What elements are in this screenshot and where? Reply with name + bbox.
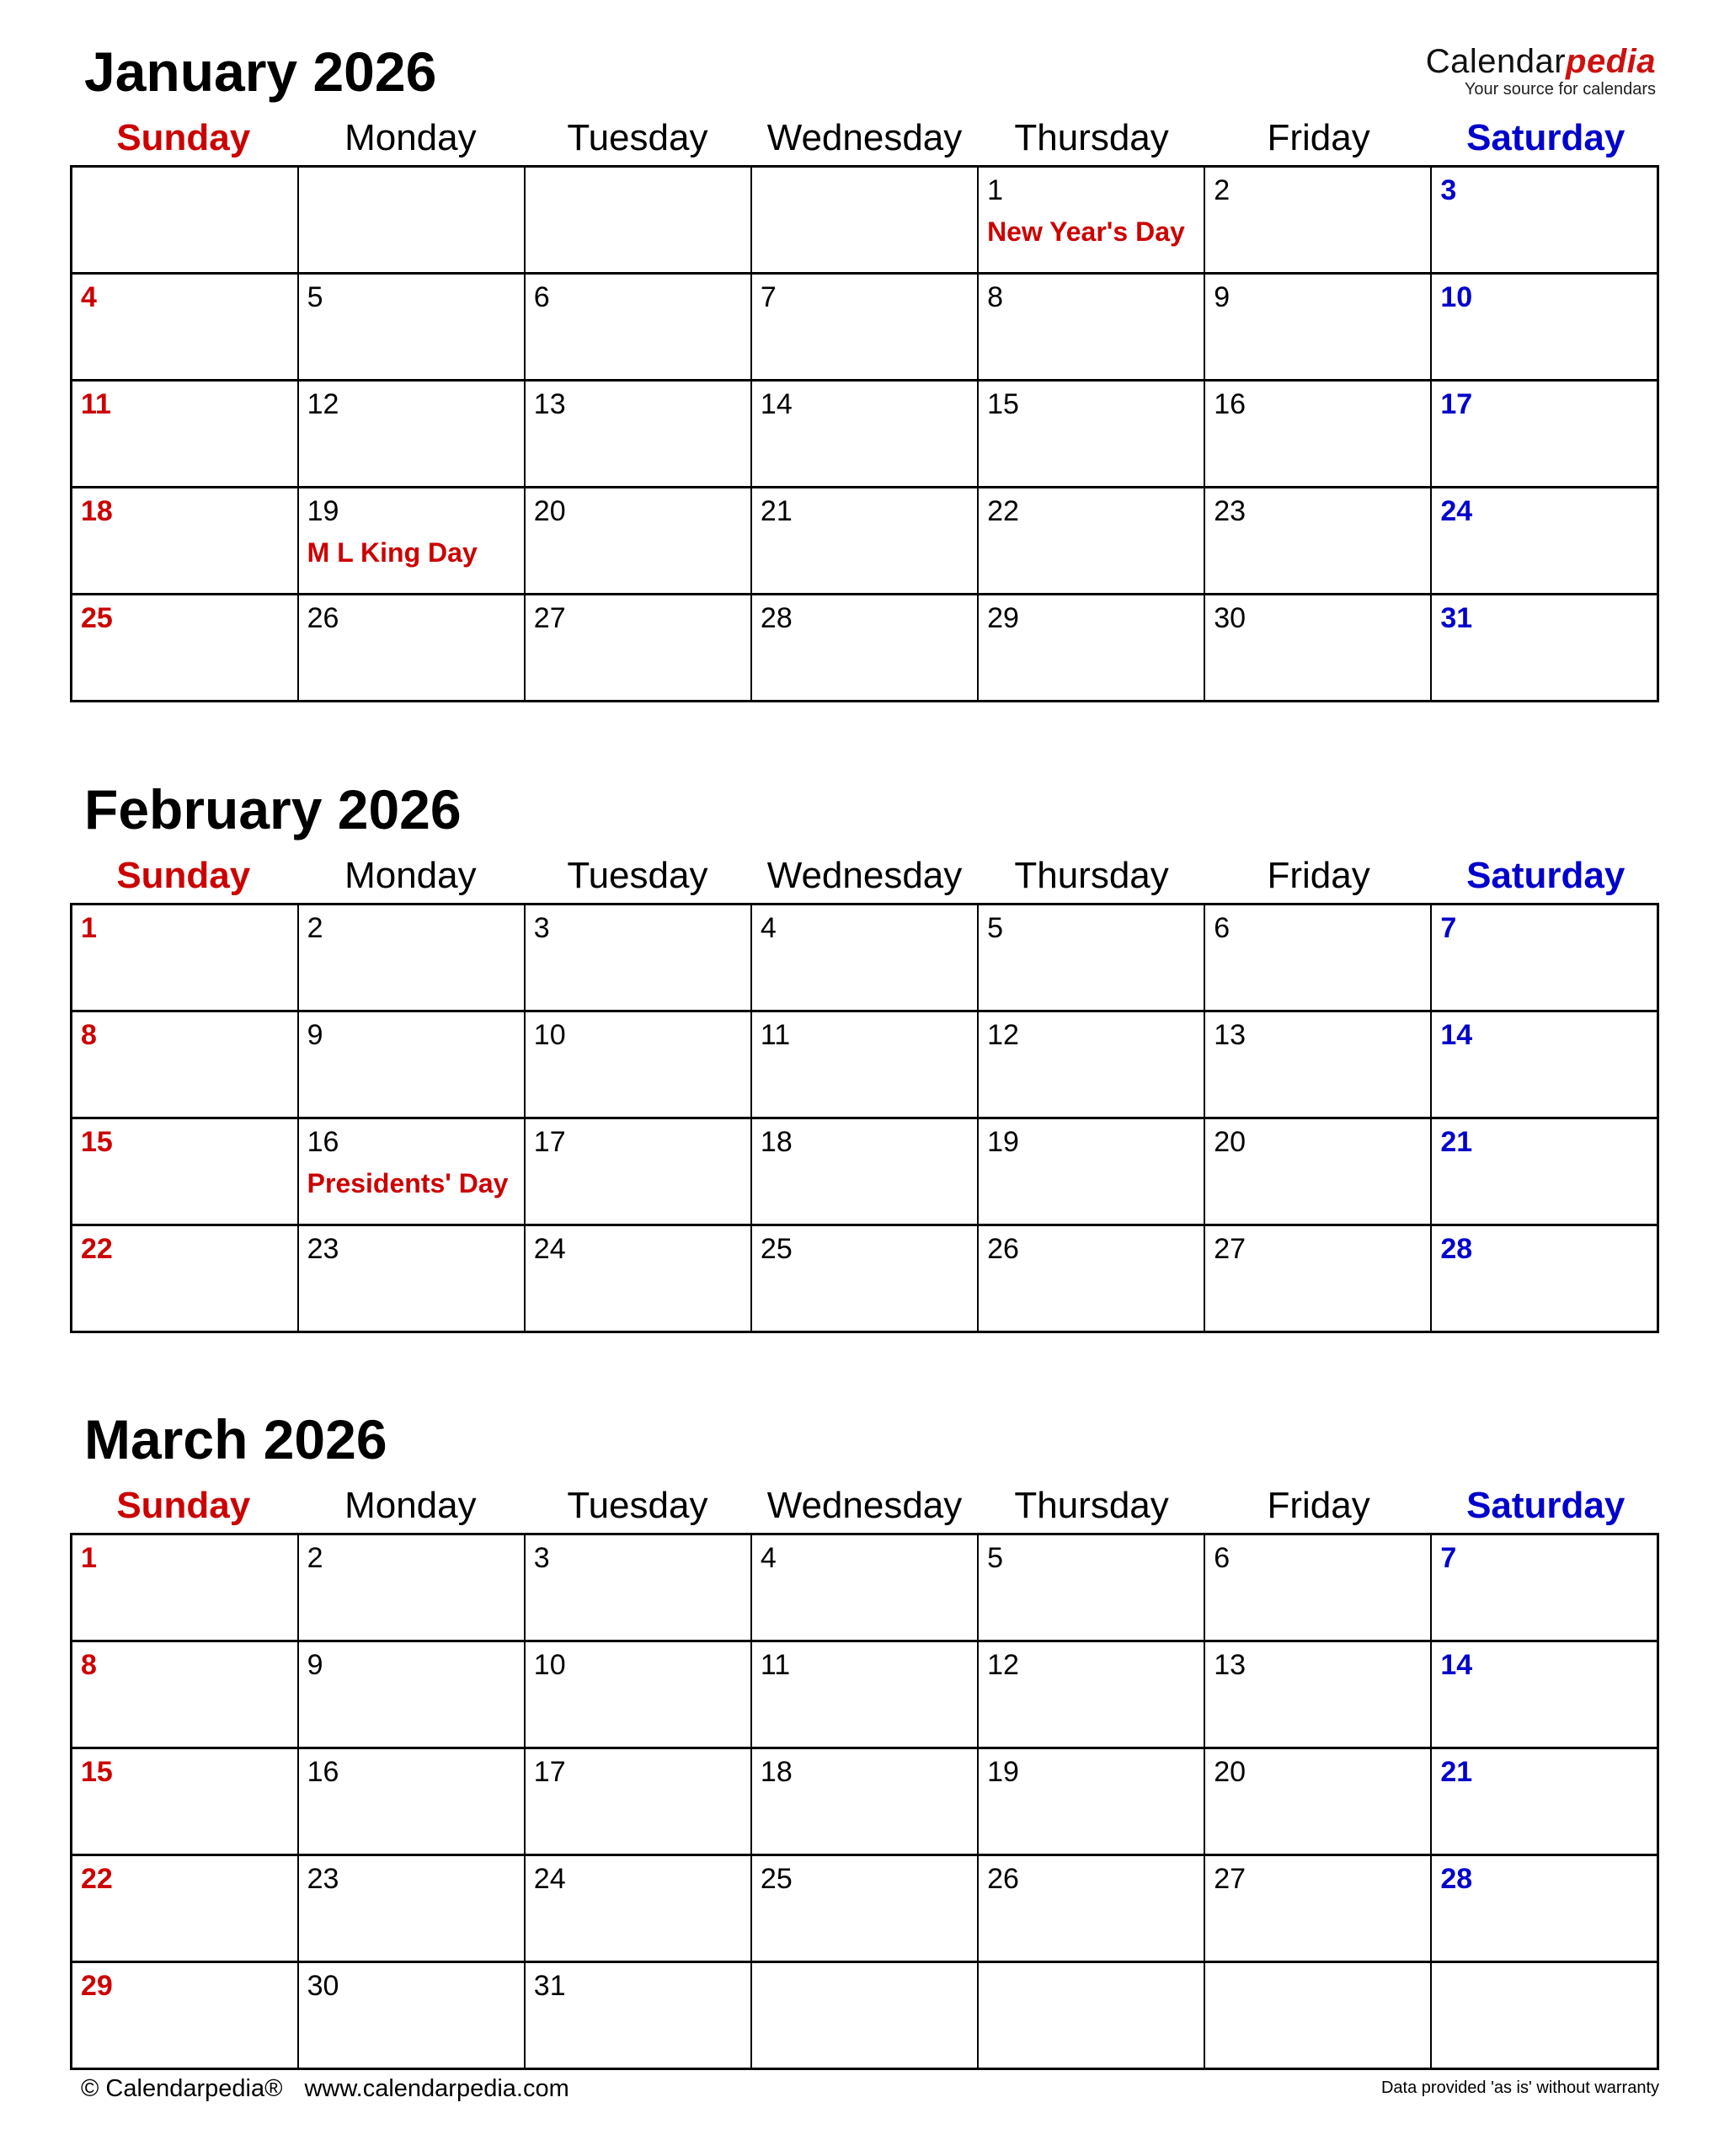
day-cell-empty: [298, 167, 525, 274]
day-number: 26: [987, 1233, 1019, 1265]
weekday-header-friday: Friday: [1267, 855, 1370, 896]
day-cell-2: [298, 905, 525, 1011]
weekday-header-row: [70, 103, 1659, 165]
day-number: 28: [1440, 1863, 1473, 1895]
day-number: 18: [81, 495, 113, 527]
day-number: 17: [533, 1126, 566, 1158]
day-cell-13: [1204, 1011, 1431, 1118]
day-number: 17: [533, 1756, 566, 1788]
day-number: 30: [307, 1970, 339, 2002]
day-cell-16: [298, 1748, 525, 1855]
calendar-grid: [70, 903, 1659, 1333]
day-cell-14: [1431, 1011, 1658, 1118]
week-row: [72, 1011, 1658, 1118]
day-number: 2: [307, 1542, 323, 1574]
month-section-march: [70, 1408, 1659, 2070]
day-number: 22: [81, 1233, 113, 1265]
day-number: 14: [1440, 1649, 1473, 1681]
day-number: 14: [1440, 1019, 1473, 1051]
week-row: [72, 167, 1658, 274]
day-cell-17: [525, 1118, 751, 1225]
day-cell-24: [525, 1855, 751, 1962]
weekday-header-thursday: Thursday: [1014, 855, 1169, 896]
week-row: [72, 905, 1658, 1011]
weekday-header-monday: Monday: [344, 1485, 477, 1526]
day-number: 10: [1440, 281, 1473, 313]
day-number: 16: [1214, 388, 1247, 420]
day-number: 6: [1214, 912, 1231, 944]
day-number: 7: [1440, 912, 1457, 944]
day-cell-24: [525, 1225, 751, 1332]
footer-left: [81, 2075, 569, 2103]
month-title: March 2026: [84, 1408, 387, 1470]
day-cell-2: [1204, 167, 1431, 274]
weekday-header-wednesday: Wednesday: [766, 855, 963, 896]
day-number: 3: [1440, 174, 1457, 206]
day-number: 20: [1214, 1756, 1247, 1788]
day-number: 20: [533, 495, 566, 527]
day-cell-12: [978, 1011, 1204, 1118]
day-number: 11: [760, 1649, 791, 1681]
week-row: [72, 1534, 1658, 1641]
day-number: 2: [307, 912, 323, 944]
weekday-header-sunday: Sunday: [116, 855, 251, 896]
weekday-header-row: [70, 841, 1659, 903]
day-number: 25: [760, 1863, 793, 1895]
day-cell-10: [525, 1011, 751, 1118]
day-cell-22: [72, 1225, 298, 1332]
day-cell-21: [751, 488, 978, 595]
day-cell-4: [751, 905, 978, 1011]
month-title: January 2026: [84, 40, 437, 103]
day-number: 13: [1214, 1649, 1247, 1681]
day-cell-19: [978, 1748, 1204, 1855]
day-cell-7: [1431, 905, 1658, 1011]
day-cell-empty: [72, 167, 298, 274]
day-cell-18: [751, 1118, 978, 1225]
day-cell-27: [1204, 1855, 1431, 1962]
calendar-grid: [70, 1533, 1659, 2070]
day-number: 27: [1214, 1233, 1247, 1265]
day-number: 7: [760, 281, 777, 313]
day-number: 24: [533, 1233, 566, 1265]
weekday-header-row: [70, 1470, 1659, 1533]
weekday-header-wednesday: Wednesday: [766, 117, 963, 158]
day-number: 8: [81, 1649, 97, 1681]
day-number: 19: [307, 495, 339, 527]
day-cell-20: [1204, 1748, 1431, 1855]
day-cell-empty: [525, 167, 751, 274]
day-number: 15: [81, 1126, 113, 1158]
day-number: 19: [987, 1756, 1019, 1788]
day-cell-28: [751, 595, 978, 702]
day-number: 15: [987, 388, 1019, 420]
day-cell-27: [1204, 1225, 1431, 1332]
weekday-header-wednesday: Wednesday: [766, 1485, 963, 1526]
day-number: 10: [533, 1649, 566, 1681]
day-number: 28: [1440, 1233, 1473, 1265]
footer-website: www.calendarpedia.com: [304, 2075, 569, 2102]
day-cell-15: [72, 1748, 298, 1855]
day-cell-6: [525, 274, 751, 381]
day-number: 5: [307, 281, 323, 313]
day-number: 2: [1214, 174, 1231, 206]
day-number: 18: [760, 1126, 793, 1158]
week-row: [72, 1118, 1658, 1225]
month-section-january: [70, 40, 1659, 702]
day-number: 11: [760, 1019, 791, 1051]
day-cell-empty: [1204, 1962, 1431, 2069]
day-number: 10: [533, 1019, 566, 1051]
day-number: 13: [533, 388, 566, 420]
day-number: 6: [533, 281, 550, 313]
day-number: 4: [760, 1542, 777, 1574]
day-cell-20: [525, 488, 751, 595]
day-cell-18: [751, 1748, 978, 1855]
day-cell-31: [525, 1962, 751, 2069]
day-number: 15: [81, 1756, 113, 1788]
day-cell-1: [978, 167, 1204, 274]
day-cell-16: [1204, 381, 1431, 488]
day-number: 13: [1214, 1019, 1247, 1051]
day-cell-1: [72, 905, 298, 1011]
logo-brand-red: pedia: [1566, 43, 1656, 80]
day-cell-24: [1431, 488, 1658, 595]
day-number: 12: [307, 388, 339, 420]
day-cell-29: [72, 1962, 298, 2069]
day-number: 4: [81, 281, 97, 313]
day-cell-17: [525, 1748, 751, 1855]
day-number: 29: [987, 602, 1019, 634]
day-cell-20: [1204, 1118, 1431, 1225]
day-number: 11: [81, 388, 111, 420]
weekday-header-friday: Friday: [1267, 117, 1370, 158]
day-cell-empty: [751, 1962, 978, 2069]
day-cell-17: [1431, 381, 1658, 488]
day-cell-25: [751, 1225, 978, 1332]
day-cell-1: [72, 1534, 298, 1641]
day-cell-8: [72, 1641, 298, 1748]
day-number: 3: [533, 912, 550, 944]
day-number: 26: [307, 602, 339, 634]
day-cell-26: [978, 1855, 1204, 1962]
day-cell-18: [72, 488, 298, 595]
day-cell-9: [1204, 274, 1431, 381]
day-number: 26: [987, 1863, 1019, 1895]
footer-copyright: © Calendarpedia®: [81, 2075, 283, 2102]
day-number: 16: [307, 1756, 339, 1788]
day-number: 25: [760, 1233, 793, 1265]
holiday-label: M L King Day: [307, 537, 478, 568]
holiday-label: Presidents' Day: [307, 1168, 509, 1198]
day-cell-26: [978, 1225, 1204, 1332]
weekday-header-tuesday: Tuesday: [567, 1485, 708, 1526]
day-number: 9: [307, 1019, 323, 1051]
weekday-header-monday: Monday: [344, 117, 477, 158]
weekday-header-tuesday: Tuesday: [567, 855, 708, 896]
day-number: 24: [533, 1863, 566, 1895]
month-section-february: [70, 778, 1659, 1333]
day-number: 31: [1440, 602, 1473, 634]
day-cell-28: [1431, 1225, 1658, 1332]
day-number: 9: [1214, 281, 1231, 313]
day-cell-22: [978, 488, 1204, 595]
day-number: 4: [760, 912, 777, 944]
weekday-header-tuesday: Tuesday: [567, 117, 708, 158]
day-number: 5: [987, 912, 1003, 944]
day-cell-3: [525, 1534, 751, 1641]
week-row: [72, 1641, 1658, 1748]
day-cell-empty: [1431, 1962, 1658, 2069]
day-number: 25: [81, 602, 113, 634]
weekday-header-thursday: Thursday: [1014, 117, 1169, 158]
day-number: 23: [307, 1233, 339, 1265]
day-cell-10: [525, 1641, 751, 1748]
day-number: 28: [760, 602, 793, 634]
day-cell-27: [525, 595, 751, 702]
day-cell-5: [298, 274, 525, 381]
day-cell-31: [1431, 595, 1658, 702]
day-cell-25: [72, 595, 298, 702]
day-cell-21: [1431, 1118, 1658, 1225]
day-cell-15: [978, 381, 1204, 488]
day-number: 8: [81, 1019, 97, 1051]
day-number: 6: [1214, 1542, 1231, 1574]
day-number: 1: [81, 1542, 97, 1574]
day-cell-22: [72, 1855, 298, 1962]
day-cell-8: [978, 274, 1204, 381]
calendar-grid: [70, 165, 1659, 702]
day-number: 18: [760, 1756, 793, 1788]
day-cell-11: [751, 1641, 978, 1748]
day-number: 23: [1214, 495, 1247, 527]
day-number: 7: [1440, 1542, 1457, 1574]
day-number: 23: [307, 1863, 339, 1895]
day-cell-16: [298, 1118, 525, 1225]
day-cell-6: [1204, 905, 1431, 1011]
day-number: 24: [1440, 495, 1473, 527]
logo-tagline: Your source for calendars: [1464, 80, 1656, 99]
day-cell-13: [525, 381, 751, 488]
day-number: 21: [1440, 1756, 1473, 1788]
day-cell-15: [72, 1118, 298, 1225]
day-cell-12: [978, 1641, 1204, 1748]
footer-disclaimer: Data provided 'as is' without warranty: [1380, 2079, 1659, 2097]
day-number: 5: [987, 1542, 1003, 1574]
day-cell-11: [72, 381, 298, 488]
day-cell-28: [1431, 1855, 1658, 1962]
day-number: 9: [307, 1649, 323, 1681]
day-cell-13: [1204, 1641, 1431, 1748]
holiday-label: New Year's Day: [987, 216, 1185, 247]
day-number: 21: [1440, 1126, 1473, 1158]
weekday-header-friday: Friday: [1267, 1485, 1370, 1526]
week-row: [72, 1962, 1658, 2069]
day-number: 19: [987, 1126, 1019, 1158]
week-row: [72, 1225, 1658, 1332]
day-cell-19: [978, 1118, 1204, 1225]
day-cell-3: [1431, 167, 1658, 274]
day-cell-9: [298, 1011, 525, 1118]
day-cell-21: [1431, 1748, 1658, 1855]
day-cell-empty: [751, 167, 978, 274]
week-row: [72, 274, 1658, 381]
day-cell-5: [978, 905, 1204, 1011]
day-number: 1: [81, 912, 97, 944]
day-number: 21: [760, 495, 793, 527]
day-cell-7: [751, 274, 978, 381]
week-row: [72, 595, 1658, 702]
day-number: 31: [533, 1970, 566, 2002]
day-number: 27: [533, 602, 566, 634]
day-cell-23: [298, 1225, 525, 1332]
day-cell-14: [1431, 1641, 1658, 1748]
day-number: 16: [307, 1126, 339, 1158]
day-cell-10: [1431, 274, 1658, 381]
day-cell-2: [298, 1534, 525, 1641]
day-cell-5: [978, 1534, 1204, 1641]
day-cell-12: [298, 381, 525, 488]
day-number: 22: [81, 1863, 113, 1895]
day-cell-empty: [978, 1962, 1204, 2069]
weekday-header-saturday: Saturday: [1466, 855, 1626, 896]
day-cell-4: [72, 274, 298, 381]
day-number: 12: [987, 1019, 1019, 1051]
day-cell-8: [72, 1011, 298, 1118]
day-number: 14: [760, 388, 793, 420]
weekday-header-saturday: Saturday: [1466, 1485, 1626, 1526]
day-cell-23: [298, 1855, 525, 1962]
day-cell-14: [751, 381, 978, 488]
day-cell-9: [298, 1641, 525, 1748]
day-number: 12: [987, 1649, 1019, 1681]
day-cell-3: [525, 905, 751, 1011]
day-cell-29: [978, 595, 1204, 702]
day-cell-30: [298, 1962, 525, 2069]
day-number: 30: [1214, 602, 1247, 634]
weekday-header-sunday: Sunday: [116, 1485, 251, 1526]
day-number: 3: [533, 1542, 550, 1574]
day-cell-4: [751, 1534, 978, 1641]
week-row: [72, 381, 1658, 488]
weekday-header-sunday: Sunday: [116, 117, 251, 158]
day-number: 8: [987, 281, 1003, 313]
day-cell-30: [1204, 595, 1431, 702]
week-row: [72, 1855, 1658, 1962]
day-cell-25: [751, 1855, 978, 1962]
day-cell-23: [1204, 488, 1431, 595]
day-number: 20: [1214, 1126, 1247, 1158]
weekday-header-saturday: Saturday: [1466, 117, 1626, 158]
weekday-header-monday: Monday: [344, 855, 477, 896]
logo-brand-black: Calendar: [1425, 43, 1567, 80]
day-cell-11: [751, 1011, 978, 1118]
day-number: 1: [987, 174, 1003, 206]
week-row: [72, 488, 1658, 595]
week-row: [72, 1748, 1658, 1855]
day-cell-7: [1431, 1534, 1658, 1641]
day-number: 27: [1214, 1863, 1247, 1895]
weekday-header-thursday: Thursday: [1014, 1485, 1169, 1526]
month-title: February 2026: [84, 778, 462, 841]
day-number: 17: [1440, 388, 1473, 420]
day-number: 22: [987, 495, 1019, 527]
day-cell-26: [298, 595, 525, 702]
day-cell-6: [1204, 1534, 1431, 1641]
day-cell-19: [298, 488, 525, 595]
day-number: 29: [81, 1970, 113, 2002]
